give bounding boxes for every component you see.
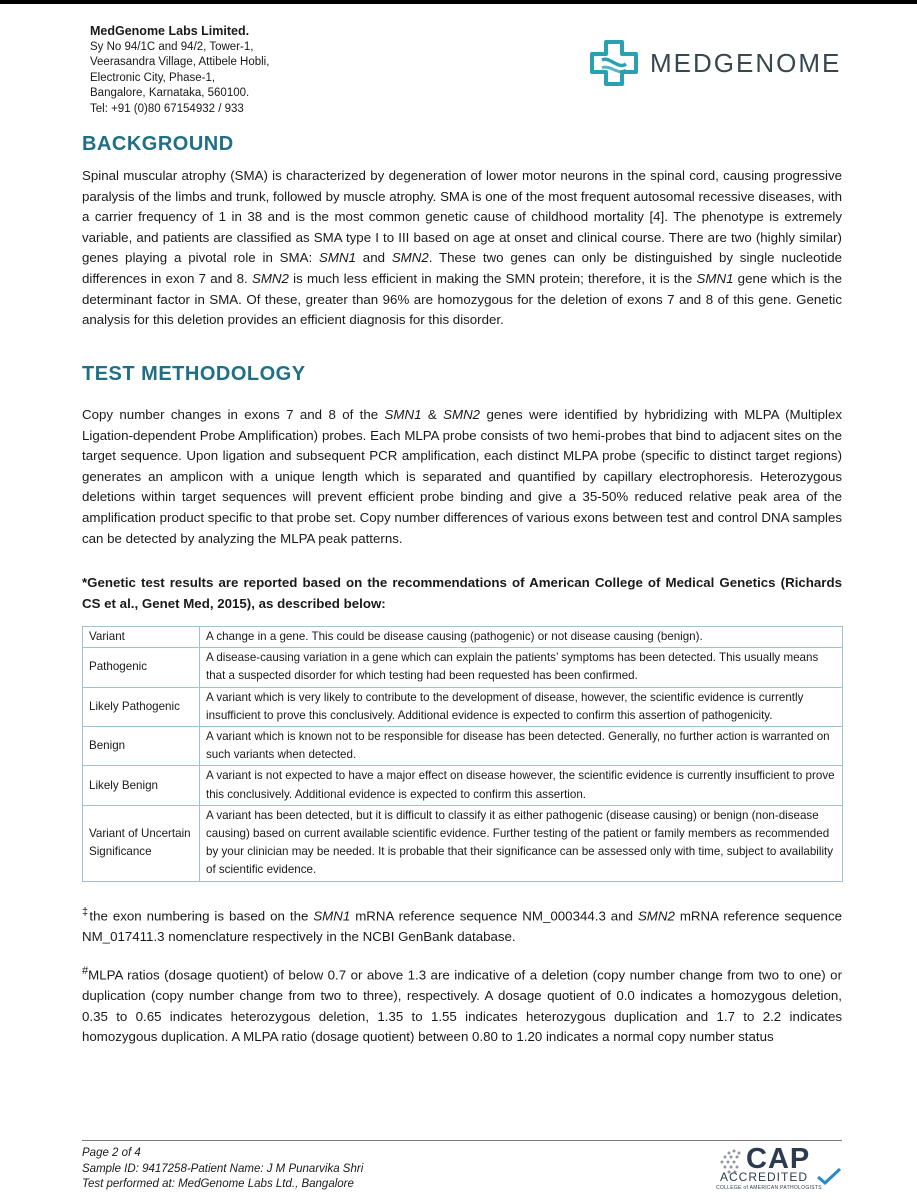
definition-cell: A variant which is known not to be responsible for disease has been detected. Generally, no further action is warranted on such variants when detected. — [200, 727, 843, 766]
cap-accredited-label: ACCREDITED — [720, 1170, 809, 1184]
cap-accredited-logo — [712, 1143, 846, 1193]
gene-name: SMN1 — [696, 270, 734, 286]
background-text: . These two genes can only be distinguished by single nucleotide differences in exon 7 and 8. — [82, 250, 842, 286]
address-line: Sy No 94/1C and 94/2, Tower-1, — [90, 40, 254, 53]
table-row — [83, 648, 843, 687]
table-row — [83, 766, 843, 805]
footnote-mark: ‡ — [82, 906, 90, 918]
table-row — [83, 627, 843, 648]
term-cell: Pathogenic — [83, 648, 200, 687]
top-edge-bar — [0, 0, 917, 4]
gene-name: SMN2 — [443, 407, 481, 422]
definition-cell: A variant is not expected to have a major effect on disease however, the scientific evidence is currently insufficient to prove this conclusively. Additional evidence is expected to confirm this assertion. — [200, 766, 843, 805]
footnote-mark: # — [82, 965, 89, 977]
footer-divider — [82, 1140, 842, 1141]
methodology-text: genes were identified by hybridizing with MLPA (Multiplex Ligation-dependent Probe Amplification) probes. Each MLPA probe consists of two hemi-probes that bind to adjacent sites on the target sequence. Upon ligation and subsequent PCR amplification, each distinct MLPA probe (specific to distinct target regions) generates an amplicon with a unique length which is separated and quantified by capillary electrophoresis. Heterozygous deletions within target sequences will prevent efficient probe binding and give a 35-50% reduced relative peak area of the amplification product specific to that probe set. Copy number differences of various exons between test and control DNA samples can be detected by analyzing the MLPA peak patterns. — [82, 407, 842, 546]
methodology-text: & — [421, 407, 444, 422]
checkmark-icon — [816, 1167, 842, 1185]
definition-cell: A change in a gene. This could be disease causing (pathogenic) or not disease causing (benign). — [200, 627, 843, 648]
cap-wordmark: CAP — [746, 1143, 811, 1175]
table-row — [83, 805, 843, 881]
background-paragraph — [82, 166, 842, 331]
gene-name: SMN1 — [319, 250, 356, 266]
company-address-block — [90, 24, 269, 117]
definition-cell: A variant which is very likely to contribute to the development of disease, however, the scientific evidence is currently insufficient to prove this conclusively. Additional evidence is expected to confirm this assertion of pathogenicity. — [200, 687, 843, 726]
background-text: gene which is the determinant factor in SMA. Of these, greater than 96% are homozygous for the deletion of exons 7 and 8 of this gene. Genetic analysis for this deletion provides an efficient diagnosis for this disorder. — [82, 270, 842, 328]
sample-id: Sample ID: 9417258-Patient Name: J M Punarvika Shri — [82, 1162, 364, 1175]
gene-name: SMN1 — [384, 407, 422, 422]
methodology-paragraph — [82, 405, 842, 549]
test-location: Test performed at: MedGenome Labs Ltd., Bangalore — [82, 1178, 354, 1190]
term-cell: Variant — [83, 627, 200, 648]
background-heading: BACKGROUND — [82, 133, 234, 155]
table-row — [83, 727, 843, 766]
address-line: Bangalore, Karnataka, 560100. — [90, 87, 250, 99]
page-footer — [82, 1146, 363, 1193]
exon-numbering-note — [82, 902, 842, 948]
definition-cell: A variant has been detected, but it is difficult to classify it as either pathogenic (disease causing) or benign (non-disease causing) based on current available scientific evidence. Further testing of the patient or family members as recommended by your clinician may be needed. It is probable that their significance can be assessed only with time, subject to availability of scientific evidence. — [200, 805, 843, 881]
note-text: mRNA reference sequence NM_000344.3 and — [350, 908, 638, 924]
gene-name: SMN2 — [251, 270, 289, 286]
note-text: MLPA ratios (dosage quotient) of below 0.7 or above 1.3 are indicative of a deletion (copy number change from two to one) or duplication (copy number change from two to three), respectively. A dosage quotient of 0.0 indicates a homozygous deletion, 0.35 to 0.65 indicates heterozygous deletion, 1.35 to 1.55 indicates heterozygous duplication and 1.7 to 2.2 indicates homozygous duplication. A MLPA ratio (dosage quotient) between 0.80 to 1.20 indicates a normal copy number status — [82, 967, 842, 1045]
variant-classification-table — [82, 626, 843, 882]
table-row — [83, 687, 843, 726]
background-text: and — [355, 250, 392, 266]
term-cell: Benign — [83, 727, 200, 766]
medgenome-logo — [588, 38, 842, 88]
methodology-text: Copy number changes in exons 7 and 8 of the — [82, 407, 385, 422]
mlpa-ratio-note — [82, 961, 842, 1048]
medgenome-cross-icon — [588, 38, 640, 88]
gene-name: SMN2 — [637, 908, 675, 924]
term-cell: Likely Benign — [83, 766, 200, 805]
logo-wordmark: MEDGENOME — [650, 48, 842, 78]
methodology-heading: TEST METHODOLOGY — [82, 363, 306, 385]
address-line: Electronic City, Phase-1, — [90, 71, 216, 84]
company-phone: Tel: +91 (0)80 67154932 / 933 — [90, 102, 244, 115]
gene-name: SMN2 — [391, 250, 429, 266]
note-text: the exon numbering is based on the — [89, 908, 314, 924]
background-text: is much less efficient in making the SMN protein; therefore, it is the — [288, 270, 697, 286]
note-text: mRNA reference sequence NM_017411.3 nomenclature respectively in the NCBI GenBank database. — [82, 908, 842, 945]
background-text: Spinal muscular atrophy (SMA) is characterized by degeneration of lower motor neurons in the spinal cord, causing progressive paralysis of the limbs and trunk, followed by muscle atrophy. SMA is one of the most frequent autosomal recessive diseases, with a carrier frequency of 1 in 38 and is the most common genetic cause of childhood mortality [4]. The phenotype is extremely variable, and patients are classified as SMA type I to III based on age at onset and clinical course. There are two (highly similar) genes playing a pivotal role in SMA: — [82, 168, 842, 266]
cap-org-name: COLLEGE of AMERICAN PATHOLOGISTS — [716, 1185, 822, 1191]
address-line: Veerasandra Village, Attibele Hobli, — [90, 56, 270, 68]
term-cell: Likely Pathogenic — [83, 687, 200, 726]
definition-cell: A disease-causing variation in a gene which can explain the patients’ symptoms has been detected. This usually means that a suspected disorder for which testing had been requested has been confirmed. — [200, 648, 843, 687]
company-name: MedGenome Labs Limited. — [90, 24, 250, 38]
acmg-note: *Genetic test results are reported based on the recommendations of American College of Medical Genetics (Richards CS et al., Genet Med, 2015), as described below: — [82, 575, 842, 611]
gene-name: SMN1 — [313, 908, 351, 924]
page-number: Page 2 of 4 — [82, 1147, 141, 1159]
term-cell: Variant of Uncertain Significance — [83, 805, 200, 881]
